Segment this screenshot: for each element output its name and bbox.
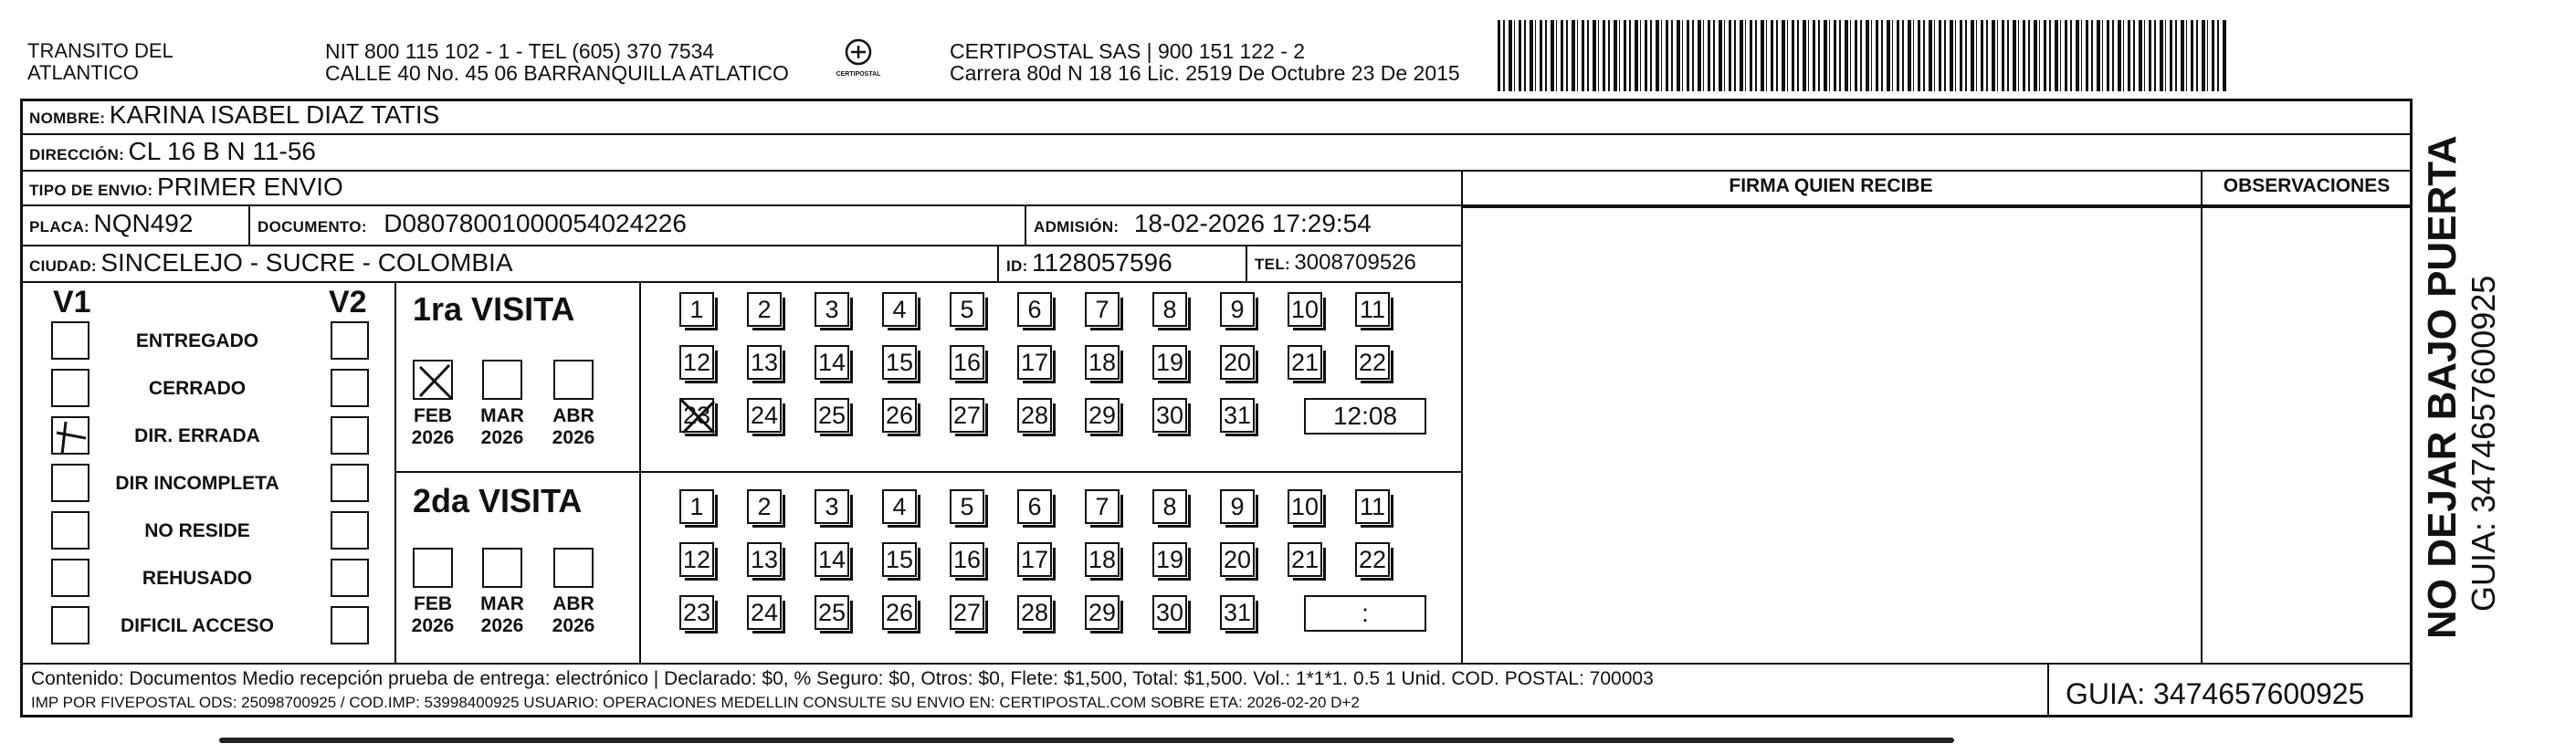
side-text (2420, 135, 2502, 639)
day-box[interactable]: 15 (882, 345, 917, 380)
day-box[interactable]: 22 (1355, 542, 1390, 577)
day-box[interactable]: 24 (747, 398, 782, 433)
documento-label: DOCUMENTO: (258, 218, 367, 236)
month-year: 2026 (411, 615, 455, 636)
day-box[interactable]: 20 (1220, 542, 1255, 577)
day-box[interactable]: 8 (1152, 489, 1187, 524)
footer-imp: IMP POR FIVEPOSTAL ODS: 25098700925 / COD.IMP: 53998400925 USUARIO: OPERACIONES MEDELLIN CONSULTE SU ENVIO EN: CERTIPOSTAL.COM SOBRE ETA: 2026-02-20 D+2 (31, 694, 1360, 711)
day-box[interactable]: 3 (815, 489, 849, 524)
month-label (548, 593, 599, 637)
issuer-line-2: ATLANTICO (27, 61, 139, 84)
side-warning: NO DEJAR BAJO PUERTA (2420, 135, 2465, 639)
day-box[interactable]: 13 (747, 542, 782, 577)
time-box[interactable]: 12:08 (1304, 398, 1426, 435)
day-box[interactable]: 7 (1085, 292, 1120, 327)
day-box[interactable]: 25 (815, 398, 849, 433)
certipostal-logo (833, 38, 884, 88)
admision-value: 18-02-2026 17:29:54 (1133, 209, 1372, 237)
tipo-label: TIPO DE ENVIO: (29, 182, 153, 199)
tel-row (1255, 250, 1416, 276)
month-label (407, 593, 458, 637)
month-label (407, 405, 458, 449)
day-box[interactable]: 21 (1288, 345, 1322, 380)
month-label (477, 405, 528, 449)
id-value: 1128057596 (1032, 248, 1172, 277)
day-box[interactable]: 19 (1152, 542, 1187, 577)
day-box[interactable]: 16 (950, 345, 984, 380)
tel-label: TEL: (1255, 256, 1290, 273)
status-label: NO RESIDE (144, 520, 250, 541)
day-box[interactable]: 20 (1220, 345, 1255, 380)
day-box[interactable]: 2 (747, 489, 782, 524)
day-box[interactable]: 5 (950, 292, 984, 327)
month-label (477, 593, 528, 637)
license-line: Carrera 80d N 18 16 Lic. 2519 De Octubre 23 De 2015 (950, 61, 1460, 85)
visit1-title: 1ra VISITA (413, 290, 575, 328)
logo-text: CERTIPOSTAL (836, 71, 881, 78)
day-box[interactable]: 7 (1085, 489, 1120, 524)
issuer-contact (325, 40, 789, 84)
day-box[interactable]: 1 (679, 292, 714, 327)
day-box[interactable]: 15 (882, 542, 917, 577)
v2-checkbox[interactable] (331, 511, 369, 550)
day-box[interactable]: 21 (1288, 542, 1322, 577)
day-box[interactable]: 10 (1288, 489, 1322, 524)
observaciones-header: OBSERVACIONES (2223, 175, 2391, 196)
day-box[interactable]: 17 (1017, 542, 1052, 577)
admision-label: ADMISIÓN: (1034, 218, 1120, 236)
tel-value: 3008709526 (1294, 250, 1416, 275)
day-box[interactable]: 17 (1017, 345, 1052, 380)
placa-label: PLACA: (29, 218, 90, 236)
status-label: DIR INCOMPLETA (115, 473, 279, 494)
ciudad-value: SINCELEJO - SUCRE - COLOMBIA (100, 248, 513, 277)
month-checkbox[interactable] (413, 548, 453, 588)
day-box[interactable]: 25 (815, 595, 849, 630)
barcode (1498, 20, 2228, 91)
status-label: DIR. ERRADA (134, 425, 260, 446)
day-box[interactable]: 6 (1017, 489, 1052, 524)
day-box[interactable]: 30 (1152, 595, 1187, 630)
month-year: 2026 (552, 615, 595, 636)
month-checkbox[interactable] (482, 548, 522, 588)
month-checkbox[interactable] (553, 548, 594, 588)
month-year: 2026 (480, 615, 524, 636)
ciudad-row (29, 248, 513, 278)
day-box[interactable]: 23 (679, 595, 714, 630)
day-box[interactable]: 29 (1085, 398, 1120, 433)
placa-value: NQN492 (93, 209, 194, 237)
month-name: FEB (414, 593, 452, 614)
day-box[interactable]: 12 (679, 542, 714, 577)
id-label: ID: (1006, 257, 1028, 275)
month-name: FEB (414, 405, 452, 426)
day-x-mark (678, 396, 718, 436)
placa-row (29, 209, 193, 238)
visit2-title: 2da VISITA (413, 482, 583, 519)
v2-checkbox[interactable] (331, 559, 369, 597)
day-box[interactable]: 13 (747, 345, 782, 380)
v2-checkbox[interactable] (331, 321, 369, 360)
direccion-value: CL 16 B N 11-56 (128, 137, 316, 165)
month-year: 2026 (411, 427, 455, 448)
day-box[interactable]: 4 (882, 292, 917, 327)
day-box[interactable]: 14 (815, 345, 849, 380)
month-checkbox[interactable] (482, 360, 522, 400)
day-box[interactable]: 6 (1017, 292, 1052, 327)
day-box[interactable]: 14 (815, 542, 849, 577)
day-box[interactable]: 8 (1152, 292, 1187, 327)
v2-checkbox[interactable] (331, 464, 369, 502)
v1-header: V1 (53, 285, 91, 319)
day-box[interactable]: 31 (1220, 398, 1255, 433)
nombre-label: NOMBRE: (29, 110, 106, 127)
month-checkbox[interactable] (553, 360, 594, 400)
firma-header: FIRMA QUIEN RECIBE (1729, 175, 1933, 196)
v2-header: V2 (329, 285, 367, 319)
direccion-label: DIRECCIÓN: (29, 146, 125, 163)
day-box[interactable]: 30 (1152, 398, 1187, 433)
day-box[interactable]: 19 (1152, 345, 1187, 380)
day-box[interactable]: 12 (679, 345, 714, 380)
tipo-row (29, 173, 343, 202)
day-box[interactable]: 22 (1355, 345, 1390, 380)
month-name: ABR (552, 593, 594, 614)
month-year: 2026 (480, 427, 524, 448)
month-name: MAR (480, 593, 524, 614)
issuer-line-1: TRANSITO DEL (27, 39, 173, 62)
id-row (1006, 248, 1172, 278)
nombre-row (29, 100, 439, 130)
day-box[interactable]: 9 (1220, 292, 1255, 327)
day-box[interactable]: 29 (1085, 595, 1120, 630)
status-label: DIFICIL ACCESO (120, 615, 274, 636)
day-box[interactable]: 31 (1220, 595, 1255, 630)
day-box[interactable]: 3 (815, 292, 849, 327)
day-box[interactable]: 11 (1355, 489, 1390, 524)
day-box[interactable]: 9 (1220, 489, 1255, 524)
day-box[interactable]: 18 (1085, 345, 1120, 380)
v2-checkbox[interactable] (331, 606, 369, 644)
side-guia: GUIA: 3474657600925 (2465, 275, 2502, 612)
courier-info (950, 40, 1460, 84)
month-label (548, 405, 599, 449)
documento-value: D08078001000054024226 (384, 209, 687, 237)
day-box[interactable]: 28 (1017, 595, 1052, 630)
day-box[interactable]: 27 (950, 595, 984, 630)
v2-checkbox[interactable] (331, 416, 369, 455)
month-name: ABR (552, 405, 594, 426)
month-name: MAR (480, 405, 524, 426)
v2-checkbox[interactable] (331, 369, 369, 407)
courier-line: CERTIPOSTAL SAS | 900 151 122 - 2 (950, 39, 1306, 63)
day-box[interactable]: 27 (950, 398, 984, 433)
day-box[interactable]: 1 (679, 489, 714, 524)
ciudad-label: CIUDAD: (29, 257, 97, 275)
logo-emblem-icon (843, 38, 874, 66)
status-label: CERRADO (148, 378, 247, 399)
day-box[interactable]: 4 (882, 489, 917, 524)
day-box[interactable]: 16 (950, 542, 984, 577)
address-line: CALLE 40 No. 45 06 BARRANQUILLA ATLATICO (325, 61, 789, 85)
month-checkbox[interactable] (413, 360, 453, 400)
status-label: ENTREGADO (135, 330, 259, 351)
direccion-row (29, 137, 316, 166)
day-box[interactable]: 24 (747, 595, 782, 630)
month-year: 2026 (552, 427, 595, 448)
nit-line: NIT 800 115 102 - 1 - TEL (605) 370 7534 (325, 39, 715, 63)
hand-x-icon (415, 361, 455, 402)
nombre-value: KARINA ISABEL DIAZ TATIS (109, 100, 440, 129)
day-box[interactable]: 26 (882, 398, 917, 433)
tipo-value: PRIMER ENVIO (156, 173, 343, 201)
footer-contenido: Contenido: Documentos Medio recepción prueba de entrega: electrónico | Declarado: $0, % Seguro: $0, Otros: $0, Flete: $1,500, Total: $1,500. Vol.: 1*1*1. 0.5 1 Unid. COD. POSTAL: 700003 (31, 668, 1654, 689)
scan-edge (219, 738, 1954, 743)
issuer-name (27, 40, 173, 84)
hand-x-icon (678, 396, 718, 436)
day-box[interactable]: 28 (1017, 398, 1052, 433)
status-label: REHUSADO (142, 568, 253, 589)
footer-guia: GUIA: 3474657600925 (2066, 677, 2365, 710)
day-box[interactable]: 18 (1085, 542, 1120, 577)
admision-row (1034, 209, 1372, 238)
day-box[interactable]: 2 (747, 292, 782, 327)
day-box[interactable]: 10 (1288, 292, 1322, 327)
day-box[interactable]: 23 (679, 398, 714, 433)
day-box[interactable]: 11 (1355, 292, 1390, 327)
day-box[interactable]: 5 (950, 489, 984, 524)
time-box[interactable]: : (1304, 595, 1426, 632)
documento-row (258, 209, 687, 238)
day-box[interactable]: 26 (882, 595, 917, 630)
